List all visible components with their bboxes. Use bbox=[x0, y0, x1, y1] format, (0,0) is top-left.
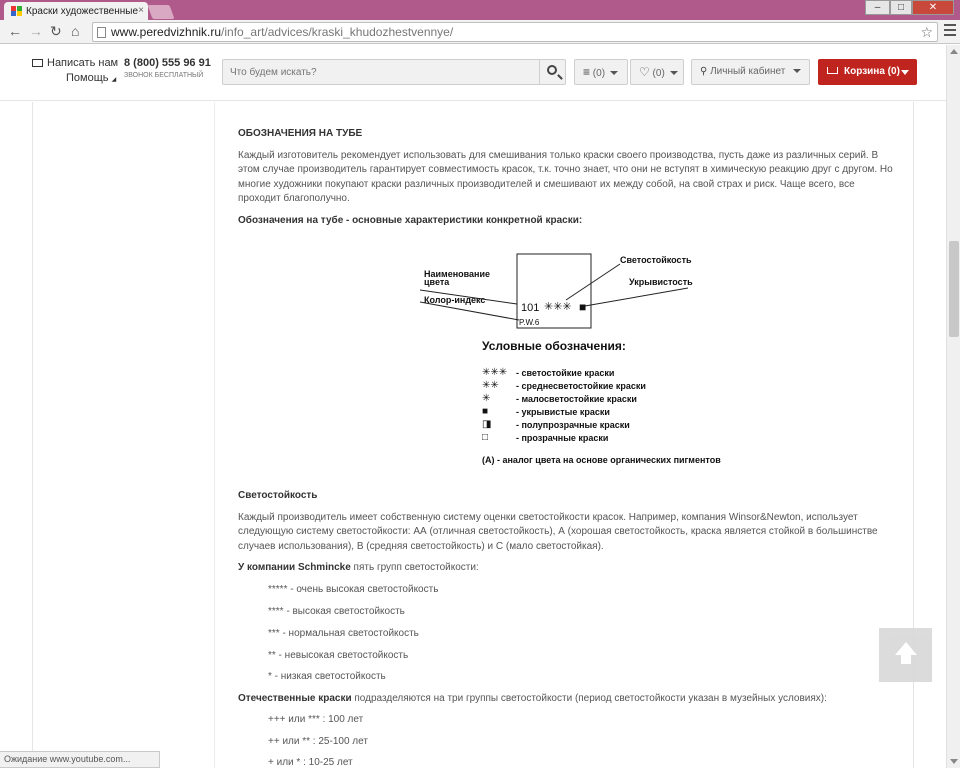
browser-toolbar bbox=[0, 20, 960, 44]
intro-paragraph: Каждый изготовитель рекомендует использовать для смешивания только краски своего производства, пусть даже из различных серий. В этом случае производитель гарантирует совместимость красок, т.к. точно знает, что они не вступят в химическую реакцию друг с другом. Но многие художники покупают краски различных производителей и смешивают их между собой, на свой страх и риск. Чаще всего, все проходит благополучно. bbox=[238, 150, 893, 205]
lightfast-paragraph: Каждый производитель имеет собственную систему оценки светостойкости красок. Например, компания Winsor&Newton, использует следующую систему светостойкости: АА (отличная светостойкость), А (хорошая светостойкость, краска является стойкой в большинстве случаев использования), В (средняя светостойкость) и С (мало светостойкая). bbox=[238, 512, 878, 552]
help-link[interactable] bbox=[66, 72, 116, 84]
cart-icon bbox=[827, 67, 838, 74]
schmincke-item: **** - высокая светостойкость bbox=[268, 606, 405, 617]
new-tab-button[interactable] bbox=[147, 5, 174, 19]
search-icon bbox=[547, 65, 557, 75]
compare-count: (0) bbox=[592, 68, 606, 79]
domestic-bold: Отечественные краски bbox=[238, 693, 352, 704]
heart-icon: ♡ bbox=[639, 65, 650, 79]
tab-close-icon[interactable]: × bbox=[138, 5, 144, 16]
compare-icon: ≡ bbox=[583, 65, 591, 79]
schmincke-item: ***** - очень высокая светостойкость bbox=[268, 584, 439, 595]
scrollbar-thumb[interactable] bbox=[949, 241, 959, 337]
url-path: /info_art/advices/kraski_khudozhestvennye/ bbox=[221, 25, 454, 39]
tube-stars-icon: ✳✳✳ bbox=[544, 301, 572, 313]
legend-symbol-icon: ✳ bbox=[482, 393, 491, 404]
compare-button[interactable] bbox=[574, 59, 628, 85]
favorites-count: (0) bbox=[652, 68, 665, 79]
domestic-item: +++ или *** : 100 лет bbox=[268, 714, 364, 725]
legend-text: - укрывистые краски bbox=[516, 407, 610, 417]
maximize-button[interactable]: □ bbox=[890, 0, 912, 15]
cart-button[interactable] bbox=[818, 59, 917, 85]
write-us-label: Написать нам bbox=[47, 57, 119, 69]
minimize-button[interactable]: – bbox=[865, 0, 890, 15]
tube-opaque-icon: ■ bbox=[579, 300, 587, 314]
scroll-to-top-button[interactable] bbox=[879, 628, 932, 682]
scroll-down-icon[interactable] bbox=[950, 759, 958, 764]
tube-pigment: P.W.6 bbox=[519, 318, 540, 327]
legend-footnote: (А) - аналог цвета на основе органических пигментов bbox=[482, 455, 721, 465]
reload-icon[interactable]: ↻ bbox=[50, 23, 62, 39]
site-header bbox=[0, 45, 946, 101]
help-label: Помощь bbox=[66, 72, 109, 84]
tube-caption: Обозначения на тубе - основные характеристики конкретной краски: bbox=[238, 215, 583, 226]
section-heading: ОБОЗНАЧЕНИЯ НА ТУБЕ bbox=[238, 128, 363, 139]
legend-title: Условные обозначения: bbox=[482, 339, 626, 353]
account-button[interactable] bbox=[691, 59, 810, 85]
address-bar[interactable] bbox=[92, 22, 938, 42]
legend-symbol-icon: ◨ bbox=[482, 419, 492, 430]
write-us-link[interactable] bbox=[32, 57, 118, 69]
bookmark-star-icon[interactable]: ☆ bbox=[920, 24, 933, 40]
label-color-name-1: Наименование bbox=[424, 269, 491, 279]
window-controls bbox=[865, 0, 954, 15]
favorites-button[interactable] bbox=[630, 59, 684, 85]
back-icon[interactable]: ← bbox=[8, 23, 22, 39]
search-button[interactable] bbox=[539, 60, 565, 84]
home-icon[interactable]: ⌂ bbox=[71, 23, 80, 39]
label-color-index: Колор-индекс bbox=[424, 295, 486, 305]
user-icon: ⚲ bbox=[700, 66, 708, 77]
browser-titlebar bbox=[0, 0, 960, 20]
legend-text: - среднесветостойкие краски bbox=[516, 381, 646, 391]
help-arrow-icon: ◢ bbox=[111, 77, 117, 83]
phone-number[interactable]: 8 (800) 555 96 91 bbox=[124, 57, 211, 69]
legend-text: - светостойкие краски bbox=[516, 368, 615, 378]
search-box bbox=[222, 59, 566, 85]
domestic-item: + или * : 10-25 лет bbox=[268, 757, 353, 768]
schmincke-rest: пять групп светостойкости: bbox=[350, 562, 479, 573]
legend-text: - полупрозрачные краски bbox=[516, 420, 630, 430]
label-lightfastness: Светостойкость bbox=[620, 255, 692, 265]
schmincke-item: *** - нормальная светостойкость bbox=[268, 628, 419, 639]
tab-title: Краски художественные bbox=[26, 6, 139, 17]
cart-label: Корзина (0) bbox=[844, 66, 900, 77]
search-input[interactable] bbox=[223, 60, 539, 84]
schmincke-intro bbox=[238, 561, 898, 575]
envelope-icon bbox=[32, 59, 43, 67]
legend-symbol-icon: □ bbox=[482, 432, 489, 443]
forward-icon[interactable]: → bbox=[29, 23, 43, 39]
label-opacity: Укрывистость bbox=[629, 277, 693, 287]
domestic-intro bbox=[238, 692, 898, 706]
schmincke-bold: У компании Schmincke bbox=[238, 562, 351, 573]
label-color-name-2: цвета bbox=[424, 277, 450, 287]
phone-note: ЗВОНОК БЕСПЛАТНЫЙ bbox=[124, 72, 204, 79]
scroll-up-icon[interactable] bbox=[950, 49, 958, 54]
domestic-rest: подразделяются на три группы светостойкости (период светостойкости указан в музейных условиях): bbox=[351, 693, 827, 704]
legend-text: - прозрачные краски bbox=[516, 433, 609, 443]
browser-menu-icon[interactable] bbox=[944, 24, 956, 39]
page-scrollbar[interactable] bbox=[946, 45, 960, 768]
legend-symbol-icon: ✳✳ bbox=[482, 380, 499, 391]
schmincke-item: ** - невысокая светостойкость bbox=[268, 650, 409, 661]
legend-text: - малосветостойкие краски bbox=[516, 394, 637, 404]
tube-number: 101 bbox=[521, 302, 540, 314]
domestic-item: ++ или ** : 25-100 лет bbox=[268, 736, 368, 747]
page-icon bbox=[97, 27, 106, 38]
browser-tab[interactable] bbox=[4, 2, 148, 20]
window-close-button[interactable]: ✕ bbox=[912, 0, 954, 15]
url-host: www.peredvizhnik.ru bbox=[111, 25, 222, 39]
schmincke-item: * - низкая светостойкость bbox=[268, 671, 386, 682]
site-favicon-icon bbox=[11, 6, 22, 16]
legend-symbol-icon: ✳✳✳ bbox=[482, 367, 508, 378]
legend-symbol-icon: ■ bbox=[482, 406, 489, 417]
browser-status-bar: Ожидание www.youtube.com... bbox=[0, 751, 160, 768]
cart-caret-icon bbox=[901, 70, 909, 75]
left-sidebar bbox=[33, 102, 215, 768]
tube-diagram bbox=[420, 250, 721, 470]
account-label: Личный кабинет bbox=[710, 66, 786, 77]
lightfast-heading: Светостойкость bbox=[238, 490, 318, 501]
